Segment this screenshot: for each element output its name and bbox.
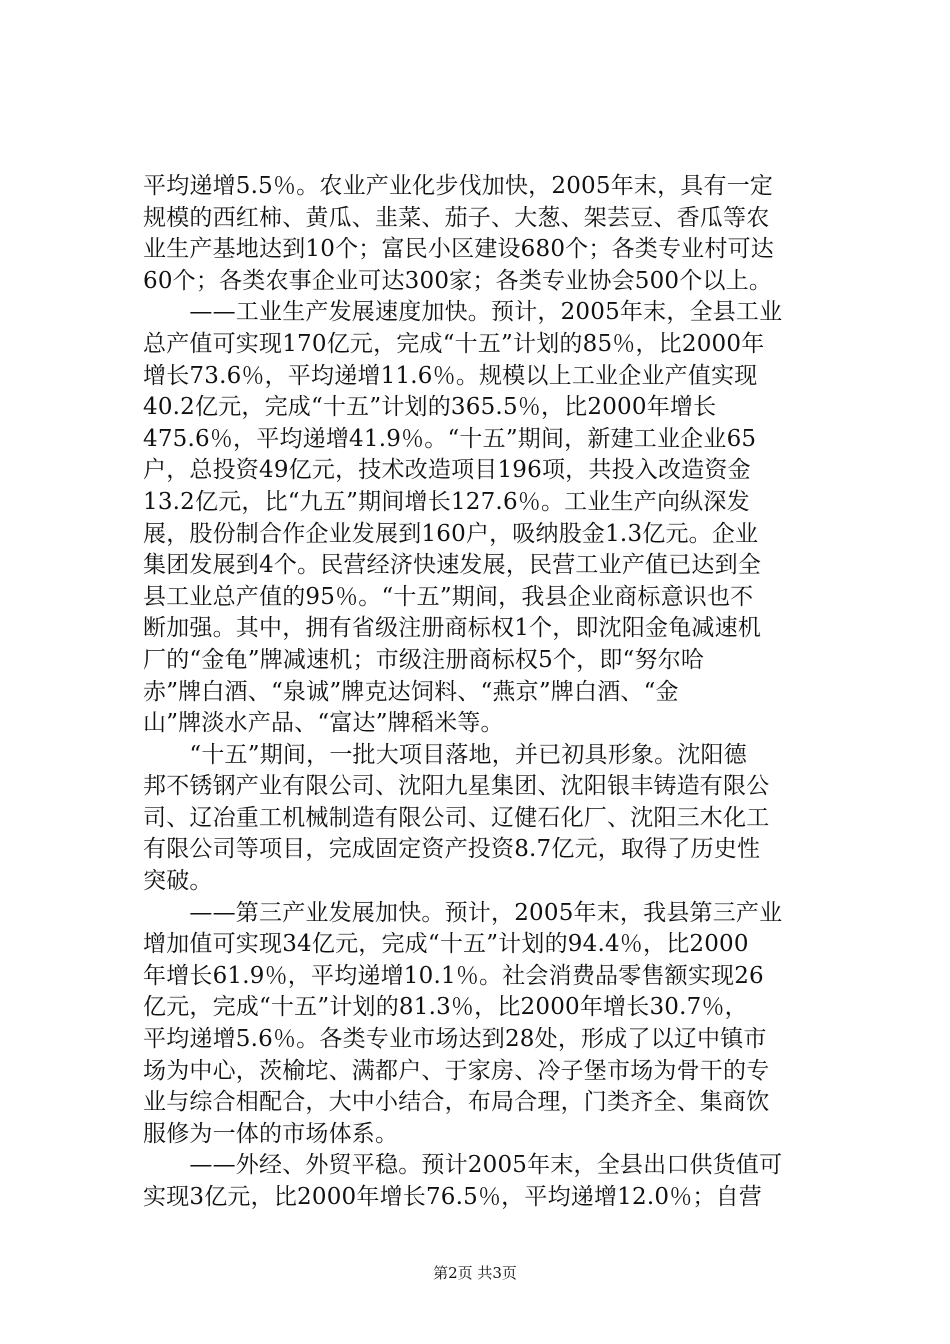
text-line: 断加强。其中，拥有省级注册商标权1个，即沈阳金龟减速机 [143,615,762,642]
text-line: 增加值可实现34亿元，完成“十五”计划的94.4％，比2000 [143,931,749,958]
body-text [143,171,833,1214]
text-line: 司、辽冶重工机械制造有限公司、辽健石化厂、沈阳三木化工 [143,804,770,831]
text-line: 展，股份制合作企业发展到160户，吸纳股金1.3亿元。企业 [143,520,759,547]
text-line: 总产值可实现170亿元，完成“十五”计划的85％，比2000年 [143,330,765,357]
text-line: 赤”牌白酒、“泉诚”牌克达饲料、“燕京”牌白酒、“金 [143,678,679,705]
text-line: 集团发展到4个。民营经济快速发展，民营工业产值已达到全 [143,552,762,579]
text-line: ——工业生产发展速度加快。预计，2005年末，全县工业 [143,299,783,326]
text-line: 平均递增5.5％。农业产业化步伐加快，2005年末，具有一定 [143,173,774,199]
text-line: 年增长61.9％，平均递增10.1％。社会消费品零售额实现26 [143,962,764,989]
text-line: 业生产基地达到10个；富民小区建设680个；各类专业村可达 [143,236,774,263]
text-line: 业与综合相配合，大中小结合，布局合理，门类齐全、集商饮 [143,1089,770,1116]
text-line: 475.6％，平均递增41.9％。“十五”期间，新建工业企业65 [143,425,757,452]
text-line: “十五”期间，一批大项目落地，并已初具形象。沈阳德 [143,741,747,768]
text-line: 平均递增5.6％。各类专业市场达到28处，形成了以辽中镇市 [143,1026,767,1053]
text-line: 亿元，完成“十五”计划的81.3％，比2000年增长30.7％， [143,994,748,1021]
text-line: ——第三产业发展加快。预计，2005年末，我县第三产业 [143,899,783,926]
text-line: 户，总投资49亿元，技术改造项目196项，共投入改造资金 [143,457,751,484]
text-line: 有限公司等项目，完成固定资产投资8.7亿元，取得了历史性 [143,836,761,863]
text-line: ——外经、外贸平稳。预计2005年末，全县出口供货值可 [143,1152,783,1179]
text-line: 60个；各类农事企业可达300家；各类专业协会500个以上。 [143,267,773,294]
text-line: 服修为一体的市场体系。 [143,1120,399,1147]
text-line: 实现3亿元，比2000年增长76.5％，平均递增12.0％；自营 [143,1184,762,1210]
text-line: 场为中心，茨榆坨、满都户、于家房、冷子堡市场为骨干的专 [143,1057,770,1084]
text-line: 13.2亿元，比“九五”期间增长127.6％。工业生产向纵深发 [143,488,750,515]
text-line: 突破。 [143,868,213,895]
text-line: 增长73.6％，平均递增11.6％。规模以上工业企业产值实现 [143,362,758,389]
text-line: 邦不锈钢产业有限公司、沈阳九星集团、沈阳银丰铸造有限公 [143,773,770,800]
page-footer: 第2页 共3页 [433,1264,517,1282]
text-line: 县工业总产值的95％。“十五”期间，我县企业商标意识也不 [143,583,754,610]
text-line: 山”牌淡水产品、“富达”牌稻米等。 [143,710,504,737]
text-line: 40.2亿元，完成“十五”计划的365.5％，比2000年增长 [143,394,717,421]
text-line: 厂的“金龟”牌减速机；市级注册商标权5个，即“努尔哈 [143,646,705,673]
text-line: 规模的西红柿、黄瓜、韭菜、茄子、大葱、架芸豆、香瓜等农 [143,204,770,231]
